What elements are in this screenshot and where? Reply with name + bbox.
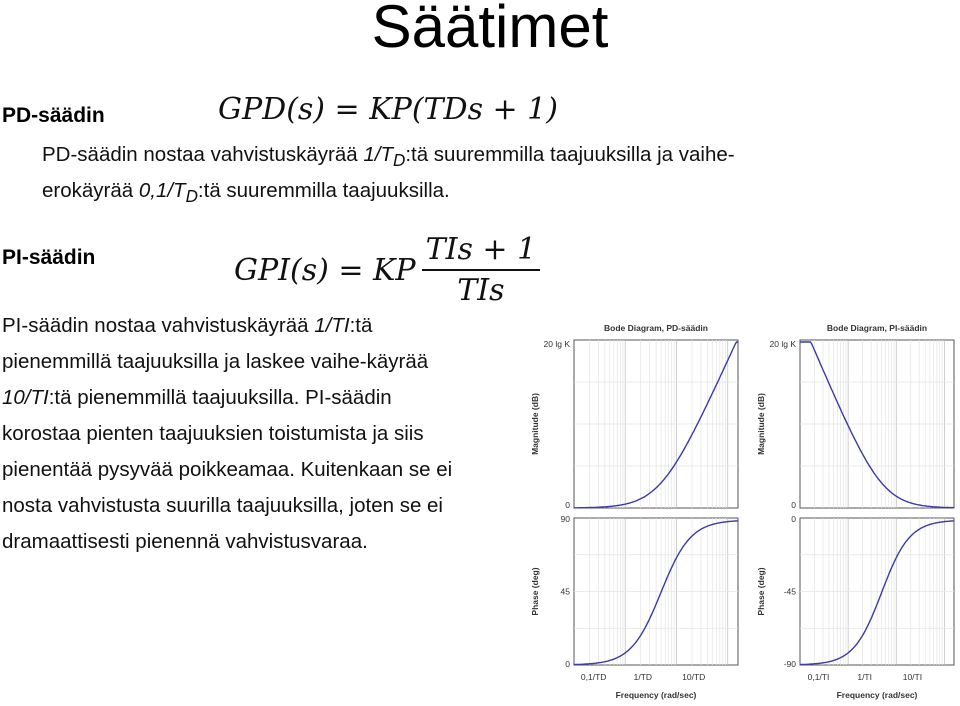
pi-formula-lhs: GPI(s) = KP (234, 252, 416, 288)
pd-desc-part (138, 179, 198, 207)
pi-formula-fraction (422, 232, 541, 308)
x-tick-label: 1/TD (633, 672, 653, 682)
pd-desc-part: :tä suuremmilla taajuuksilla. (197, 179, 450, 203)
pi-formula-numerator: TIs + 1 (422, 232, 541, 271)
pi-desc-term: 10/TI (2, 386, 49, 409)
pi-heading: PI-säädin (2, 246, 96, 269)
x-tick-label: 1/TI (857, 672, 873, 682)
chart-title: Bode Diagram, PI-säädin (826, 323, 928, 333)
pd-desc-sub: D (185, 187, 198, 207)
pd-desc-term: 0,1/T (138, 179, 186, 203)
pd-desc-part (363, 143, 406, 171)
pi-desc-part: :tä pienemmillä taajuuksilla ja laskee vaihe-käyrää (2, 314, 429, 373)
y-axis-label: Magnitude (dB) (756, 393, 766, 455)
y-tick-label: 45 (560, 586, 570, 597)
pd-desc-part: PD-säädin nostaa vahvistuskäyrää (42, 143, 364, 166)
chart-title: Bode Diagram, PD-säädin (604, 323, 708, 333)
y-tick-label: -45 (783, 586, 796, 597)
y-tick-label: -90 (783, 659, 796, 669)
x-tick-label: 10/TI (902, 672, 923, 682)
pd-heading: PD-säädin (2, 104, 105, 127)
bode-chart-pd (524, 318, 744, 704)
pi-desc-term: 1/TI (314, 314, 350, 337)
y-axis-label: Magnitude (dB) (530, 393, 540, 455)
pd-desc-part: :tä suuremmilla taajuuksilla ja vaihe- (405, 143, 735, 166)
page-title: Säätimet (371, 0, 609, 60)
pi-formula-denominator: TIs (457, 273, 505, 308)
x-tick-label: 0,1/TI (807, 672, 830, 682)
y-axis-label: Phase (deg) (530, 567, 540, 616)
pi-formula (234, 232, 540, 308)
y-tick-label: 90 (560, 514, 570, 524)
x-tick-label: 0,1/TD (580, 672, 607, 682)
bode-chart-pi (744, 318, 960, 704)
y-tick-label: 0 (565, 659, 570, 669)
pi-description (2, 308, 462, 560)
pd-desc-sub: D (392, 151, 406, 171)
pd-description (42, 140, 862, 212)
y-tick-label: 0 (791, 500, 796, 510)
pi-desc-part: :tä pienemmillä taajuuksilla. PI-säädin korostaa pienten taajuuksien toistumista ja siis pienentää pysyvää poikkeamaa. Kuitenkaan se ei nosta vahvistusta suurilla taajuuksilla, joten se ei dramaattisesti pienennä vahvistusvaraa. (2, 386, 453, 553)
pi-desc-part: PI-säädin nostaa vahvistuskäyrää (2, 314, 315, 337)
y-tick-label: 20 lg K (543, 339, 570, 349)
y-tick-label: 0 (791, 514, 796, 524)
pd-desc-part: erokäyrää (42, 179, 139, 203)
y-tick-label: 0 (565, 500, 570, 510)
y-tick-label: 20 lg K (769, 339, 796, 349)
x-tick-label: 10/TD (682, 672, 706, 682)
pd-desc-term: 1/T (363, 143, 393, 166)
pd-formula: GPD(s) = KP(TDs + 1) (218, 92, 558, 127)
x-axis-label: Frequency (rad/sec) (836, 690, 918, 700)
x-axis-label: Frequency (rad/sec) (615, 690, 697, 700)
y-axis-label: Phase (deg) (756, 567, 766, 616)
